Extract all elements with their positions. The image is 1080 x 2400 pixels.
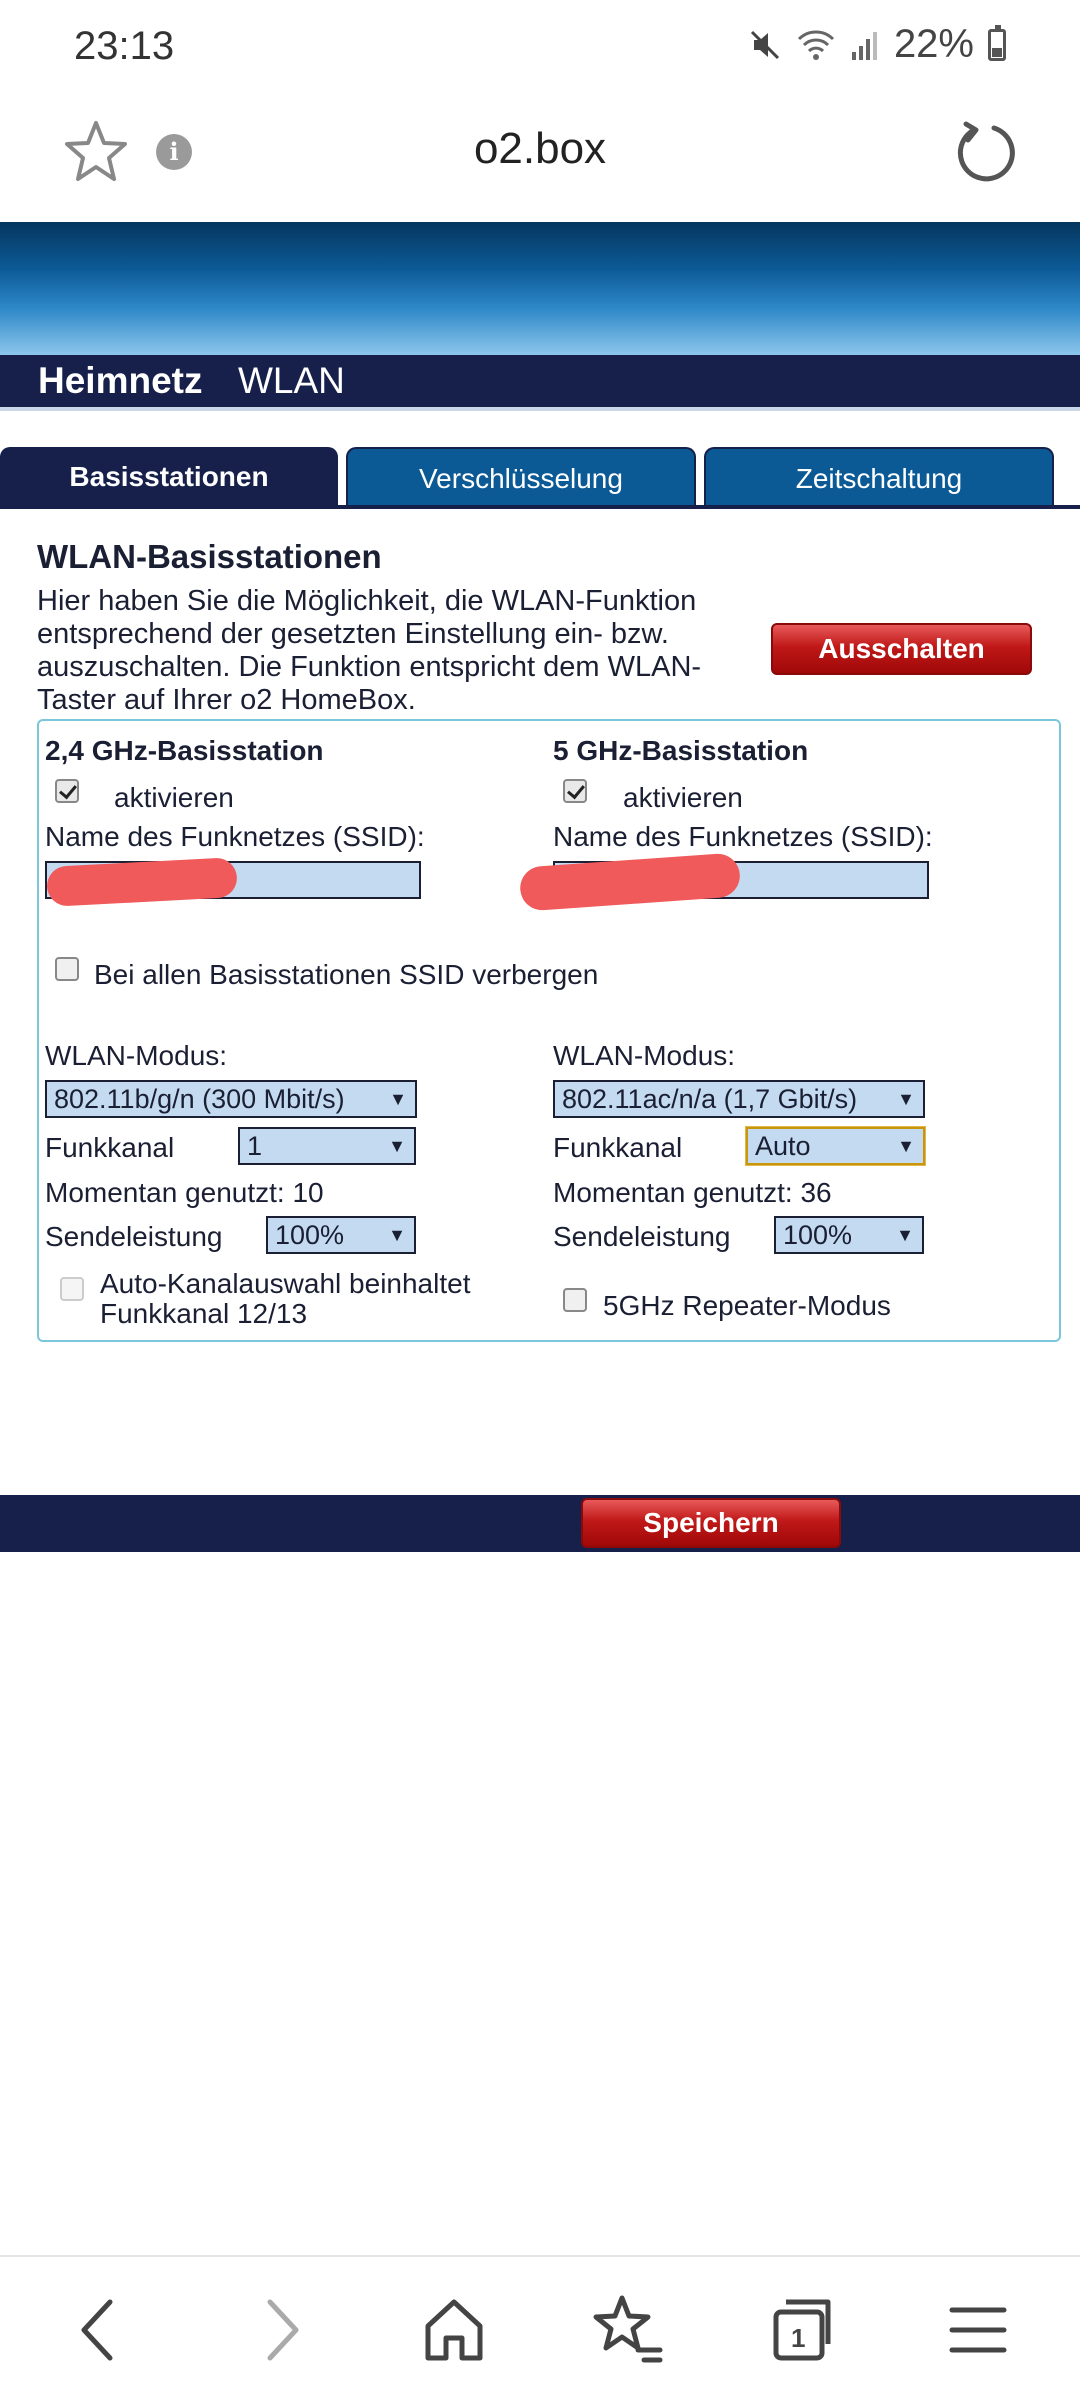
home-icon[interactable] — [414, 2290, 494, 2370]
band24-power-select[interactable] — [266, 1216, 416, 1254]
band5-channel-select[interactable] — [746, 1127, 925, 1165]
band24-power-value: 100% — [275, 1220, 345, 1250]
tab-basisstationen[interactable]: Basisstationen — [0, 447, 338, 509]
chevron-down-icon: ▼ — [388, 1136, 406, 1156]
chevron-down-icon: ▼ — [896, 1225, 914, 1245]
repeater-mode-checkbox[interactable] — [563, 1288, 587, 1312]
browser-toolbar — [0, 100, 1080, 222]
band5-power-label: Sendeleistung — [553, 1221, 731, 1252]
tab-verschluesselung[interactable]: Verschlüsselung — [346, 447, 696, 507]
band24-mode-label: WLAN-Modus: — [45, 1040, 228, 1071]
band5-ssid-label: Name des Funknetzes (SSID): — [553, 821, 933, 852]
repeater-mode-label: 5GHz Repeater-Modus — [603, 1290, 891, 1321]
mute-icon — [748, 28, 782, 62]
hide-ssid-checkbox[interactable] — [55, 957, 79, 981]
band24-mode-select[interactable] — [45, 1080, 417, 1118]
auto-channel-label-line1: Auto-Kanalauswahl beinhaltet — [100, 1268, 471, 1299]
tabs-icon[interactable] — [762, 2290, 842, 2370]
chevron-down-icon: ▼ — [388, 1225, 406, 1245]
band24-activate-label: aktivieren — [114, 782, 234, 813]
band24-activate-checkbox[interactable] — [55, 779, 79, 803]
wifi-icon — [796, 28, 836, 62]
status-icons — [748, 22, 1006, 67]
battery-percent: 22% — [893, 22, 974, 66]
save-button[interactable]: Speichern — [581, 1498, 841, 1548]
chevron-right-icon[interactable] — [240, 2290, 320, 2370]
battery-icon — [988, 29, 1006, 61]
page-banner — [0, 222, 1080, 355]
breadcrumb-page[interactable]: WLAN — [238, 360, 345, 401]
band5-activate-label: aktivieren — [623, 782, 743, 813]
band24-channel-label: Funkkanal — [45, 1132, 175, 1163]
hide-ssid-label: Bei allen Basisstationen SSID verbergen — [94, 959, 599, 990]
band24-title: 2,4 GHz-Basisstation — [45, 735, 324, 766]
switch-off-button[interactable]: Ausschalten — [771, 623, 1032, 675]
chevron-left-icon[interactable] — [60, 2290, 140, 2370]
tabs-underline — [0, 505, 1080, 509]
band5-mode-select[interactable] — [553, 1080, 925, 1118]
chevron-down-icon: ▼ — [389, 1089, 407, 1109]
clock: 23:13 — [74, 24, 175, 68]
auto-channel-label-line2: Funkkanal 12/13 — [100, 1298, 308, 1329]
section-description: Hier haben Sie die Möglichkeit, die WLAN-Funktion entsprechend der gesetzten Einstellung ein- bzw. auszuschalten. Die Funktion entspricht dem WLAN-Taster auf Ihrer o2 HomeBox. — [37, 585, 702, 716]
page-title: WLAN-Basisstationen — [37, 538, 382, 575]
band24-mode-value: 802.11b/g/n (300 Mbit/s) — [54, 1084, 345, 1114]
reload-icon[interactable] — [954, 120, 1020, 186]
band24-ssid-label: Name des Funknetzes (SSID): — [45, 821, 425, 852]
tab-zeitschaltung[interactable]: Zeitschaltung — [704, 447, 1054, 507]
band5-power-value: 100% — [783, 1220, 853, 1250]
auto-channel-checkbox[interactable] — [60, 1277, 84, 1301]
footer-bar — [0, 1495, 1080, 1552]
breadcrumb-section[interactable]: Heimnetz — [38, 360, 203, 401]
band5-channel-value: Auto — [755, 1131, 811, 1161]
breadcrumb — [0, 355, 1080, 407]
bookmark-star-icon[interactable] — [588, 2290, 668, 2370]
nav-divider — [0, 2255, 1080, 2257]
menu-icon[interactable] — [938, 2290, 1018, 2370]
band5-mode-label: WLAN-Modus: — [553, 1040, 736, 1071]
band5-activate-checkbox[interactable] — [563, 779, 587, 803]
band24-power-label: Sendeleistung — [45, 1221, 223, 1252]
band5-channel-label: Funkkanal — [553, 1132, 683, 1163]
header-divider — [0, 407, 1080, 411]
info-icon[interactable]: i — [156, 134, 192, 170]
signal-icon — [850, 28, 880, 62]
band24-channel-select[interactable] — [238, 1127, 416, 1165]
band5-current-channel: Momentan genutzt: 36 — [553, 1177, 832, 1208]
tabs-count: 1 — [791, 2323, 806, 2353]
band5-power-select[interactable] — [774, 1216, 924, 1254]
band24-channel-value: 1 — [247, 1131, 263, 1161]
chevron-down-icon: ▼ — [897, 1089, 915, 1109]
chevron-down-icon: ▼ — [897, 1136, 915, 1156]
band5-mode-value: 802.11ac/n/a (1,7 Gbit/s) — [562, 1084, 858, 1114]
band5-title: 5 GHz-Basisstation — [553, 735, 809, 766]
url-text[interactable]: o2.box — [473, 124, 607, 173]
status-bar — [0, 0, 1080, 100]
band24-current-channel: Momentan genutzt: 10 — [45, 1177, 324, 1208]
